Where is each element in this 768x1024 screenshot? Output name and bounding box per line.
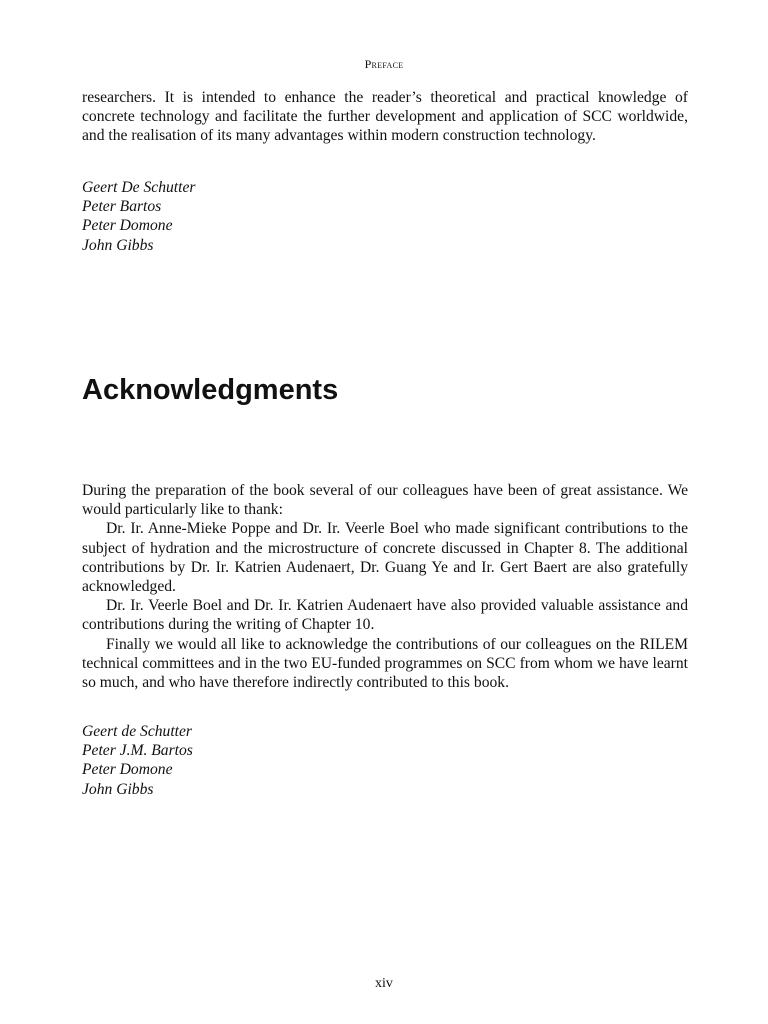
running-head: Preface <box>364 57 404 71</box>
preface-text <box>82 88 688 146</box>
signatory: John Gibbs <box>82 236 154 254</box>
preface-paragraph: researchers. It is intended to enhance the reader’s theoretical and practical knowledge of concrete technology and facilitate the further development and application of SCC worldwide, and the realisation of its many advantages within modern construction technology. <box>82 89 688 145</box>
acknowledgments-paragraph: Dr. Ir. Anne-Mieke Poppe and Dr. Ir. Veerle Boel who made significant contributions to the subject of hydration and the microstructure of concrete discussed in Chapter 8. The additional contributions by Dr. Ir. Katrien Audenaert, Dr. Guang Ye and Ir. Gert Baert are also gratefully acknowledged. <box>82 520 688 596</box>
signatory: Geert de Schutter <box>82 723 192 740</box>
acknowledgments-heading: Acknowledgments <box>82 374 339 406</box>
acknowledgments-paragraph: During the preparation of the book several of our colleagues have been of great assistance. We would particularly like to thank: <box>82 482 688 519</box>
page-number: xiv <box>375 976 393 991</box>
signatory: Peter Bartos <box>82 198 162 216</box>
signatory: Geert De Schutter <box>82 179 196 196</box>
signatory: Peter J.M. Bartos <box>82 742 193 760</box>
acknowledgments-paragraph: Finally we would all like to acknowledge the contributions of our colleagues on the RILEM technical committees and in the two EU-funded programmes on SCC from whom we have learnt so much, and who have therefore indirectly contributed to this book. <box>82 635 688 692</box>
acknowledgments-text <box>82 481 688 692</box>
acknowledgments-paragraph: Dr. Ir. Veerle Boel and Dr. Ir. Katrien Audenaert have also provided valuable assistance and contributions during the writing of Chapter 10. <box>82 597 688 634</box>
signatory: Peter Domone <box>82 761 173 779</box>
acknowledgments-signatories <box>82 722 482 799</box>
preface-signatories <box>82 178 482 255</box>
signatory: Peter Domone <box>82 217 173 235</box>
signatory: John Gibbs <box>82 780 154 798</box>
